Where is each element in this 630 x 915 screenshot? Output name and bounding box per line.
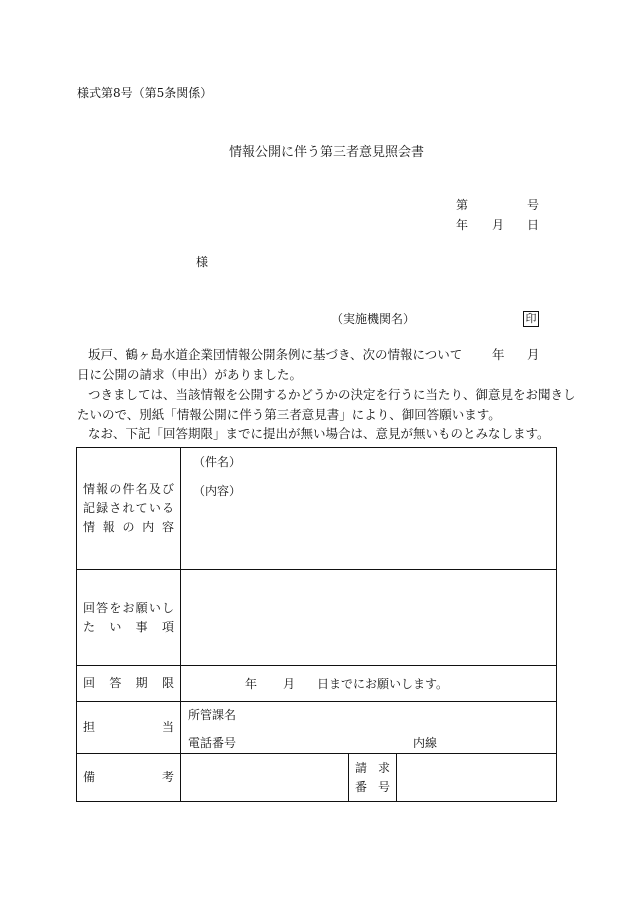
label-contact: 担当 — [83, 720, 174, 734]
request-number-cell[interactable] — [397, 754, 557, 802]
body-p1-line1: 坂戸、鶴ヶ島水道企業団情報公開条例に基づき、次の情報について — [88, 347, 463, 362]
label-request-items: 回答をお願いしたい事項 — [83, 600, 174, 634]
form-number: 様式第8号（第5条関係） — [77, 86, 213, 100]
request-number-label-cell — [349, 754, 397, 802]
body-p3: なお、下記「回答期限」までに提出が無い場合は、意見が無いものとみなします。 — [88, 426, 550, 441]
label-cell-remarks — [77, 754, 181, 802]
doc-number-dai: 第 — [456, 198, 469, 212]
body-p1-year: 年 — [492, 347, 505, 362]
deadline-year: 年 — [245, 676, 258, 691]
phone-label: 電話番号 — [188, 735, 237, 750]
deadline-cell[interactable] — [181, 666, 557, 702]
doc-number-go: 号 — [527, 198, 540, 212]
subject-label: （件名） — [193, 455, 242, 469]
label-cell-information — [77, 448, 181, 570]
information-content-cell[interactable] — [181, 448, 557, 570]
deadline-text: 日までにお願いします。 — [317, 676, 449, 691]
date-year: 年 — [456, 218, 469, 232]
date-month: 月 — [492, 218, 505, 232]
body-p2-line2: たいので、別紙「情報公開に伴う第三者意見書」により、御回答願います。 — [77, 407, 501, 422]
label-remarks: 備考 — [83, 770, 174, 784]
addressee-suffix: 様 — [196, 255, 209, 269]
request-table — [76, 447, 557, 802]
label-cell-request — [77, 570, 181, 666]
label-number: 番号 — [355, 779, 390, 794]
request-items-cell[interactable] — [181, 570, 557, 666]
deadline-month: 月 — [283, 676, 296, 691]
date-day: 日 — [527, 218, 540, 232]
row-information — [77, 448, 557, 570]
extension-label: 内線 — [413, 735, 438, 750]
row-request-items — [77, 570, 557, 666]
document-title: 情報公開に伴う第三者意見照会書 — [229, 145, 425, 160]
agency-label: （実施機関名） — [331, 312, 416, 326]
label-information: 情報の件名及び記録されている情報の内容 — [83, 482, 174, 534]
body-p1-month: 月 — [527, 347, 540, 362]
row-deadline — [77, 666, 557, 702]
seal-mark: 印 — [523, 311, 539, 327]
department-label: 所管課名 — [188, 707, 237, 722]
label-request: 請求 — [355, 760, 390, 775]
label-cell-contact — [77, 702, 181, 754]
remarks-cell[interactable] — [181, 754, 349, 802]
row-remarks — [77, 754, 557, 802]
label-deadline: 回答期限 — [83, 676, 174, 690]
content-label: （内容） — [193, 484, 242, 498]
contact-cell[interactable] — [181, 702, 557, 754]
row-contact — [77, 702, 557, 754]
body-p2-line1: つきましては、当該情報を公開するかどうかの決定を行うに当たり、御意見をお聞きし — [88, 387, 576, 402]
label-cell-deadline — [77, 666, 181, 702]
body-p1-line2: 日に公開の請求（申出）がありました。 — [77, 367, 303, 382]
